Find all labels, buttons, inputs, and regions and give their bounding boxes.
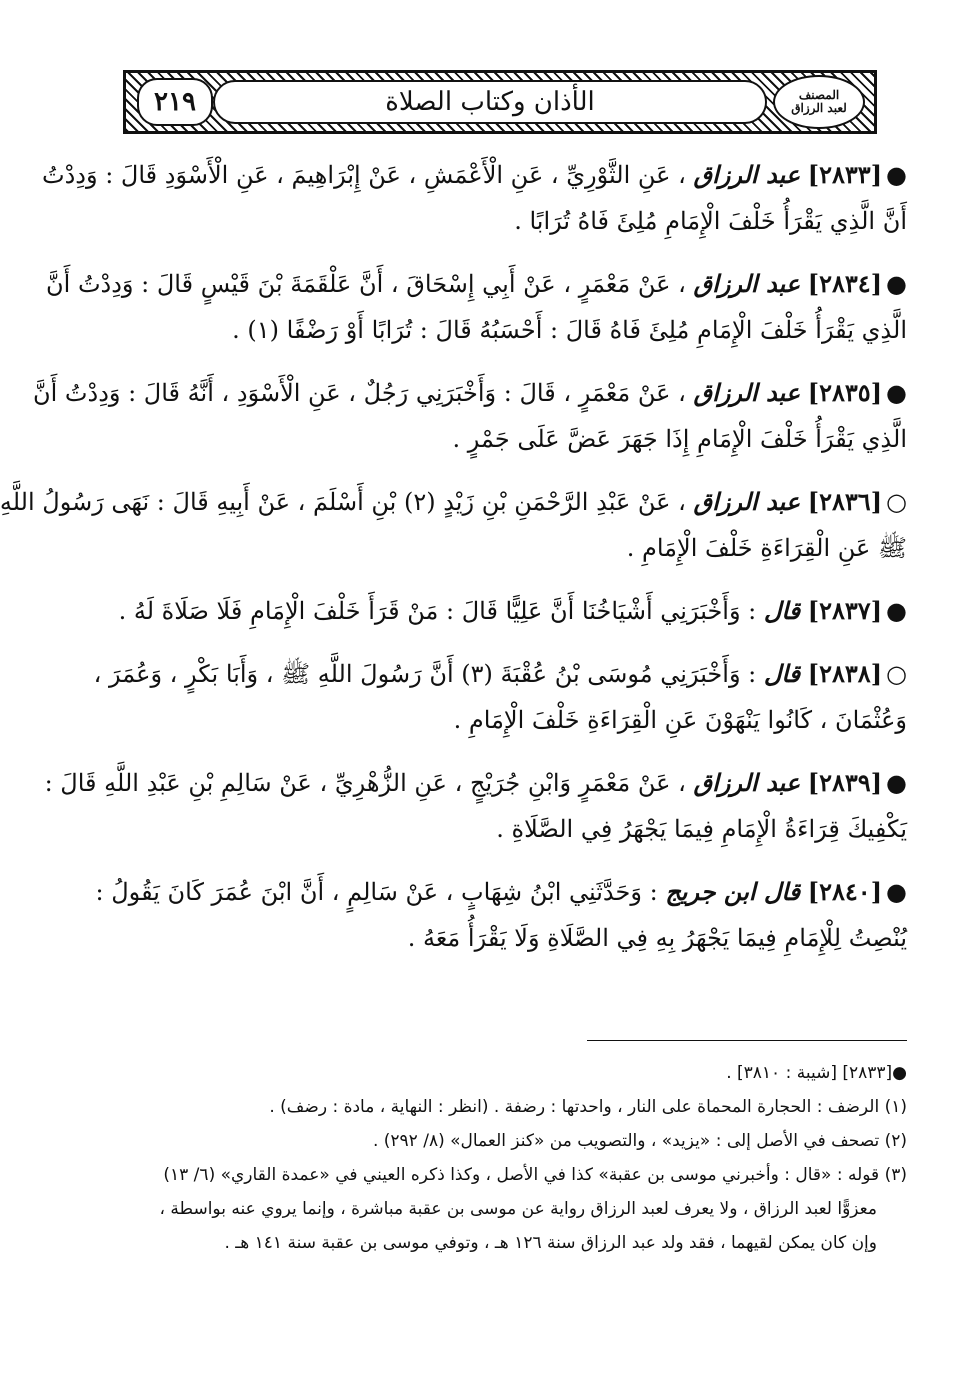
page-number: ٢١٩ <box>137 78 213 126</box>
entry-line <box>93 651 907 697</box>
main-text <box>0 152 907 978</box>
footnote-source: ●[٢٨٣٣] [شيبة : ٣٨١٠] . <box>726 1063 907 1083</box>
narrator-name: عبد الرزاق <box>693 768 801 797</box>
footnote-3-continued: وإن كان يمكن لقيهما ، فقد ولد عبد الرزاق سنة ١٢٦ هـ ، وتوفي موسى بن عقبة سنة ١٤١ هـ . <box>224 1233 877 1253</box>
hadith-number: [٢٨٣٩] <box>807 768 883 797</box>
entry-line-2: وَعُثْمَانَ ، كَانُوا يَنْهَوْنَ عَنِ الْقِرَاءَةِ خَلْفَ الْإِمَامِ . <box>453 706 907 734</box>
hadith-number: [٢٨٣٤] <box>807 269 883 298</box>
narrator-name: قال ابن جريج <box>665 877 801 906</box>
entry-text: ، عَنْ عَبْدِ الرَّحْمَنِ بْنِ زَيْدٍ (٢) بْنِ أَسْلَمَ ، عَنْ أَبِيهِ قَالَ : نَهَى رَسُولُ اللَّهِ <box>0 488 686 516</box>
hadith-entry <box>95 869 907 961</box>
entry-line <box>44 760 907 806</box>
entry-line <box>117 588 907 634</box>
entry-text: ، عَنْ مَعْمَرٍ ، قَالَ : وَأَخْبَرَنِي رَجُلٌ ، عَنِ الْأَسْوَدِ ، أَنَّهُ قَالَ : وَدِدْتُ أَنَّ <box>32 379 686 407</box>
narrator-name: قال <box>763 659 801 688</box>
bullet-marker: ● <box>886 596 907 625</box>
entry-text: : وَحَدَّثَنِي ابْنُ شِهَابٍ ، عَنْ سَالِمٍ ، أَنَّ ابْنَ عُمَرَ كَانَ يَقُولُ : <box>95 878 658 906</box>
footnote-1: (١) الرضف : الحجارة المحماة على النار ، واحدتها : رضفة . (انظر : النهاية ، مادة : رضف) . <box>269 1097 907 1117</box>
entry-text: : وَأَخْبَرَنِي أَشْيَاخُنَا أَنَّ عَلِيًّا قَالَ : مَنْ قَرَأَ خَلْفَ الْإِمَامِ فَلَا صَلَاةَ لَهُ . <box>118 597 757 625</box>
entry-line <box>95 869 907 915</box>
footnotes <box>117 1056 907 1260</box>
bullet-marker: ● <box>886 877 907 906</box>
book-seal <box>773 75 865 129</box>
entry-text: ، عَنْ مَعْمَرٍ وَابْنِ جُرَيْجٍ ، عَنِ الزُّهْرِيِّ ، عَنْ سَالِمِ بْنِ عَبْدِ اللَّهِ قَالَ : <box>44 769 686 797</box>
hadith-entry <box>117 588 907 634</box>
entry-line <box>46 261 907 307</box>
entry-line-2: يُنْصِتُ لِلْإِمَامِ فِيمَا يَجْهَرُ بِهِ فِي الصَّلَاةِ وَلَا يَقْرَأُ مَعَهُ . <box>407 924 907 952</box>
entry-text: : وَأَخْبَرَنِي مُوسَى بْنُ عُقْبَةَ (٣) أَنَّ رَسُولَ اللَّهِ ﷺ ، وَأَبَا بَكْرٍ ، وَعُمَرَ ، <box>93 660 757 688</box>
seal-line-2: لعبد الرزاق <box>791 101 847 115</box>
hadith-number: [٢٨٣٧] <box>807 596 883 625</box>
hadith-entry <box>46 261 907 353</box>
hadith-number: [٢٨٣٨] <box>807 659 883 688</box>
narrator-name: عبد الرزاق <box>693 487 801 516</box>
hadith-number: [٢٨٤٠] <box>807 877 883 906</box>
hadith-number: [٢٨٣٦] <box>807 487 883 516</box>
bullet-marker: ● <box>886 269 907 298</box>
narrator-name: عبد الرزاق <box>693 269 801 298</box>
entry-text: ، عَنْ مَعْمَرٍ ، عَنْ أَبِي إِسْحَاقَ ، أَنَّ عَلْقَمَةَ بْنَ قَيْسٍ قَالَ : وَدِدْتُ أَنَّ <box>46 270 686 298</box>
hadith-entry <box>0 479 907 571</box>
page-header <box>123 70 877 134</box>
bullet-marker: ● <box>886 768 907 797</box>
running-title-band <box>213 80 767 124</box>
narrator-name: عبد الرزاق <box>693 378 801 407</box>
footnote-3-continued: معزوًّا لعبد الرزاق ، ولا يعرف لعبد الرزاق رواية عن موسى بن عقبة مباشرة ، وإنما يروي عنه بواسطة ، <box>159 1199 877 1219</box>
hadith-entry <box>93 651 907 743</box>
entry-line <box>0 479 907 525</box>
entry-line-2: الَّذِي يَقْرَأُ خَلْفَ الْإِمَامِ إِذَا جَهَرَ عَضَّ عَلَى جَمْرٍ . <box>452 425 907 453</box>
footnote-2: (٢) تصحف في الأصل إلى : «يزيد» ، والتصويب من «كنز العمال» (٨/ ٢٩٢) . <box>372 1131 907 1151</box>
entry-line-2: أَنَّ الَّذِي يَقْرَأُ خَلْفَ الْإِمَامِ مُلِئَ فَاهُ تُرَابًا . <box>514 207 907 235</box>
hadith-entry <box>32 370 907 462</box>
entry-text: ، عَنِ الثَّوْرِيِّ ، عَنِ الْأَعْمَشِ ، عَنْ إِبْرَاهِيمَ ، عَنِ الْأَسْوَدِ قَالَ : وَدِدْتُ <box>42 161 686 189</box>
hadith-number: [٢٨٣٥] <box>807 378 883 407</box>
narrator-name: قال <box>763 596 801 625</box>
bullet-marker: ● <box>886 160 907 189</box>
running-title: الأذان وكتاب الصلاة <box>385 87 595 117</box>
hadith-number: [٢٨٣٣] <box>807 160 883 189</box>
entry-line-2: الَّذِي يَقْرَأُ خَلْفَ الْإِمَامِ مُلِئَ فَاهُ قَالَ : أَحْسَبُهُ قَالَ : تُرَابًا أَوْ رَضْفًا (١) . <box>232 316 907 344</box>
hadith-entry <box>44 760 907 852</box>
entry-line <box>42 152 907 198</box>
circle-marker: ○ <box>886 659 907 688</box>
bullet-marker: ● <box>886 378 907 407</box>
footnote-3: (٣) قوله : «قال : وأخبرني موسى بن عقبة» كذا في الأصل ، وكذا ذكره العيني في «عمدة القاري» (٦/ ١٣) <box>163 1165 907 1185</box>
narrator-name: عبد الرزاق <box>693 160 801 189</box>
entry-line-2: ﷺ عَنِ الْقِرَاءَةِ خَلْفَ الْإِمَامِ . <box>626 534 907 562</box>
hadith-entry <box>42 152 907 244</box>
seal-line-1: المصنف <box>798 88 840 103</box>
entry-line <box>32 370 907 416</box>
footnote-divider <box>587 1040 907 1041</box>
entry-line-2: يَكْفِيكَ قِرَاءَةُ الْإِمَامِ فِيمَا يَجْهَرُ فِي الصَّلَاةِ . <box>496 815 907 843</box>
circle-marker: ○ <box>886 487 907 516</box>
